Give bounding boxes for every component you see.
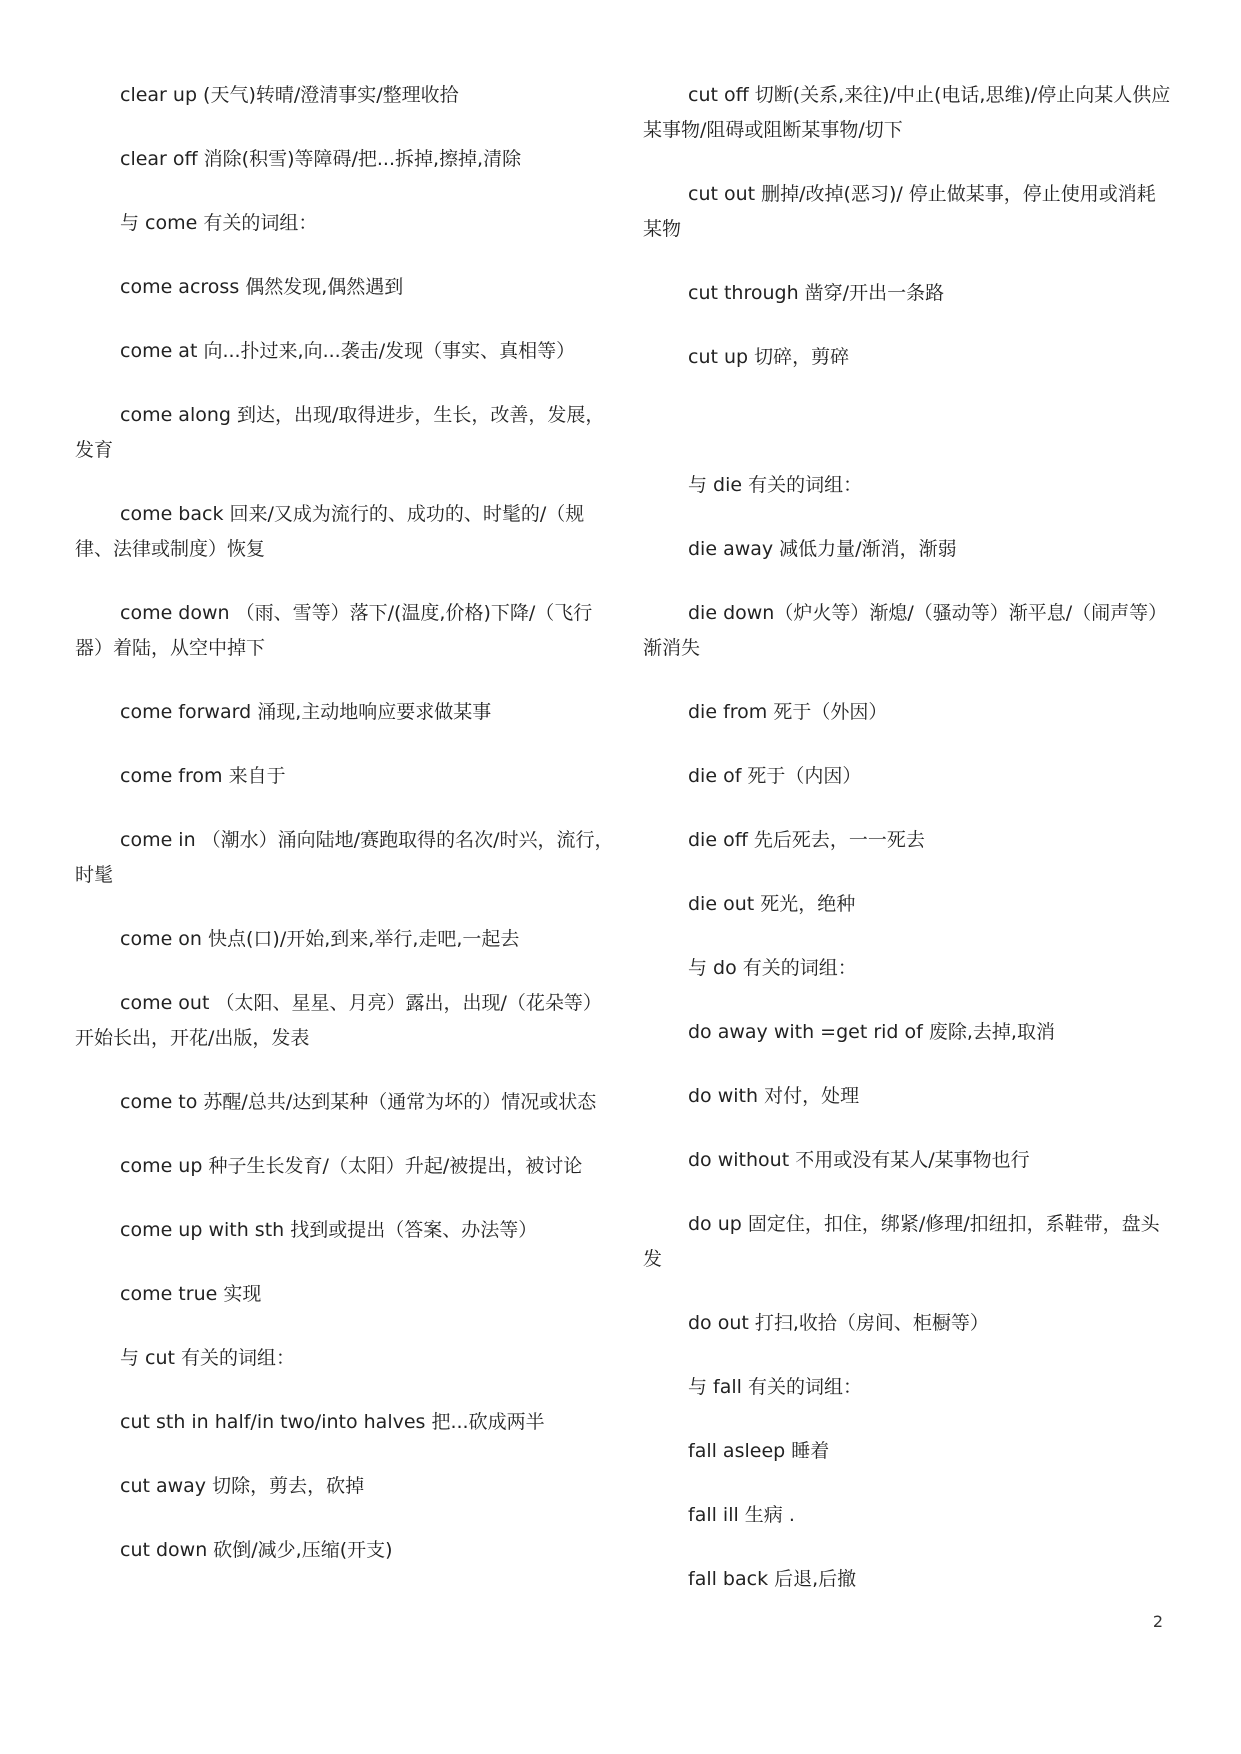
phrase-entry: die of 死于（内因） — [688, 765, 862, 787]
phrase-entry: do up 固定住，扣住，绑紧/修理/扣纽扣，系鞋带，盘头发 — [643, 1213, 1160, 1270]
section-heading: 与 fall 有关的词组： — [688, 1376, 862, 1398]
phrase-entry: cut down 砍倒/减少,压缩(开支) — [120, 1539, 393, 1561]
phrase-entry: do with 对付，处理 — [688, 1085, 860, 1107]
phrase-entry: cut out 删掉/改掉(恶习)/ 停止做某事，停止使用或消耗某物 — [643, 183, 1156, 240]
phrase-entry: fall ill 生病 . — [688, 1504, 795, 1526]
phrase-entry: cut up 切碎，剪碎 — [688, 346, 850, 368]
phrase-entry: fall asleep 睡着 — [688, 1440, 830, 1462]
phrase-entry: die away 减低力量/渐消，渐弱 — [688, 538, 957, 560]
phrase-entry: come along 到达，出现/取得进步，生长，改善，发展，发育 — [75, 404, 605, 461]
phrase-entry: do without 不用或没有某人/某事物也行 — [688, 1149, 1030, 1171]
page-number: 2 — [1152, 1612, 1163, 1631]
phrase-entry: clear up (天气)转晴/澄清事实/整理收拾 — [120, 84, 459, 106]
phrase-entry: do away with =get rid of 废除,去掉,取消 — [688, 1021, 1055, 1043]
phrase-entry: die down（炉火等）渐熄/（骚动等）渐平息/（闹声等）渐消失 — [643, 602, 1168, 659]
right-column — [643, 78, 1173, 1626]
phrase-entry: come back 回来/又成为流行的、成功的、时髦的/（规律、法律或制度）恢复 — [75, 503, 585, 560]
phrase-entry: come to 苏醒/总共/达到某种（通常为坏的）情况或状态 — [120, 1091, 597, 1113]
phrase-entry: come up with sth 找到或提出（答案、办法等） — [120, 1219, 538, 1241]
phrase-entry: fall back 后退,后撤 — [688, 1568, 857, 1590]
section-heading: 与 do 有关的词组： — [688, 957, 857, 979]
phrase-entry: come across 偶然发现,偶然遇到 — [120, 276, 404, 298]
phrase-entry: die out 死光，绝种 — [688, 893, 856, 915]
phrase-entry: come out （太阳、星星、月亮）露出，出现/（花朵等）开始长出，开花/出版，发表 — [75, 992, 602, 1049]
left-column — [75, 78, 615, 1597]
phrase-entry: come forward 涌现,主动地响应要求做某事 — [120, 701, 492, 723]
phrase-entry: die off 先后死去，一一死去 — [688, 829, 925, 851]
phrase-entry: cut through 凿穿/开出一条路 — [688, 282, 945, 304]
section-heading: 与 come 有关的词组： — [120, 212, 318, 234]
phrase-entry: come up 种子生长发育/（太阳）升起/被提出，被讨论 — [120, 1155, 583, 1177]
phrase-entry: cut off 切断(关系,来往)/中止(电话,思维)/停止向某人供应某事物/阻碍或阻断某事物/切下 — [643, 84, 1171, 141]
phrase-entry: cut sth in half/in two/into halves 把...砍成两半 — [120, 1411, 545, 1433]
phrase-entry: come at 向...扑过来,向...袭击/发现（事实、真相等） — [120, 340, 576, 362]
phrase-entry: come from 来自于 — [120, 765, 286, 787]
phrase-entry: come on 快点(口)/开始,到来,举行,走吧,一起去 — [120, 928, 520, 950]
section-heading: 与 die 有关的词组： — [688, 474, 863, 496]
phrase-entry: die from 死于（外因） — [688, 701, 888, 723]
phrase-entry: cut away 切除，剪去，砍掉 — [120, 1475, 365, 1497]
blank-gap — [643, 404, 1173, 468]
phrase-entry: clear off 消除(积雪)等障碍/把...拆掉,擦掉,清除 — [120, 148, 522, 170]
section-heading: 与 cut 有关的词组： — [120, 1347, 296, 1369]
phrase-entry: do out 打扫,收拾（房间、柜橱等） — [688, 1312, 989, 1334]
phrase-entry: come true 实现 — [120, 1283, 262, 1305]
phrase-entry: come in （潮水）涌向陆地/赛跑取得的名次/时兴，流行，时髦 — [75, 829, 614, 886]
phrase-entry: come down （雨、雪等）落下/(温度,价格)下降/（飞行器）着陆，从空中掉下 — [75, 602, 593, 659]
